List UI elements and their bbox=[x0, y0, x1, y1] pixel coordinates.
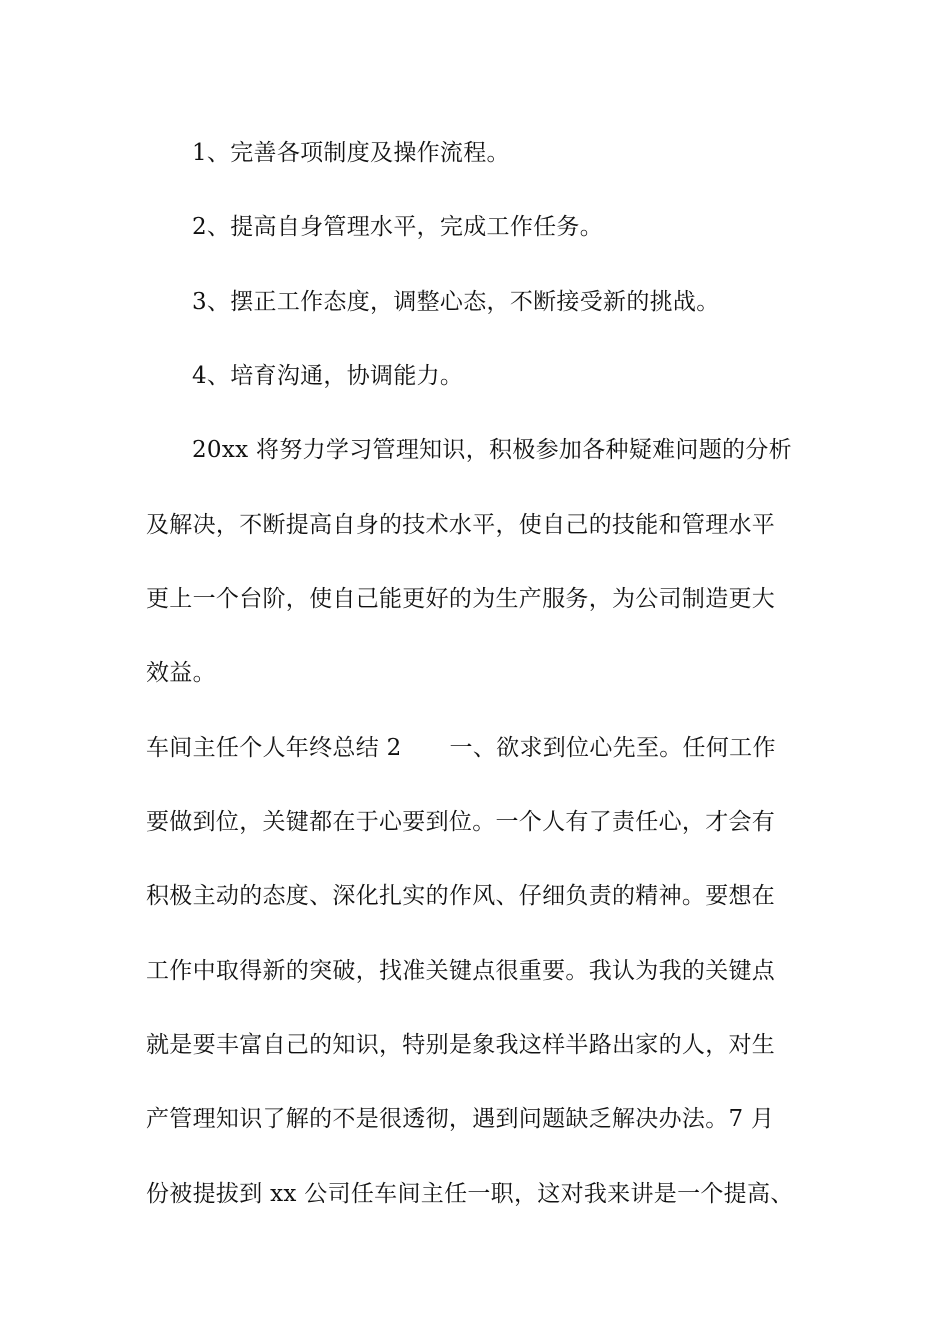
paragraph-line: 份被提拔到 xx 公司任车间主任一职，这对我来讲是一个提高、 bbox=[146, 1181, 794, 1207]
paragraph-line: 产管理知识了解的不是很透彻，遇到问题缺乏解决办法。7 月 bbox=[146, 1106, 775, 1132]
paragraph-line: 工作中取得新的突破，找准关键点很重要。我认为我的关键点 bbox=[146, 958, 776, 984]
list-item: 4、培育沟通，协调能力。 bbox=[192, 363, 464, 389]
section-title: 车间主任个人年终总结 2 bbox=[146, 735, 402, 761]
paragraph-line: 积极主动的态度、深化扎实的作风、仔细负责的精神。要想在 bbox=[146, 883, 776, 909]
list-item: 3、摆正工作态度，调整心态，不断接受新的挑战。 bbox=[192, 289, 720, 315]
paragraph-line: 效益。 bbox=[146, 660, 216, 686]
paragraph-line: 要做到位，关键都在于心要到位。一个人有了责任心，才会有 bbox=[146, 809, 776, 835]
section-heading-line bbox=[146, 732, 806, 764]
list-item: 1、完善各项制度及操作流程。 bbox=[192, 140, 510, 166]
paragraph-line: 20xx 将努力学习管理知识，积极参加各种疑难问题的分析 bbox=[192, 437, 792, 463]
paragraph-line: 及解决，不断提高自身的技术水平，使自己的技能和管理水平 bbox=[146, 512, 776, 538]
section-first-line-text: 一、欲求到位心先至。任何工作 bbox=[449, 735, 776, 761]
list-item: 2、提高自身管理水平，完成工作任务。 bbox=[192, 214, 604, 240]
paragraph-line: 更上一个台阶，使自己能更好的为生产服务，为公司制造更大 bbox=[146, 586, 776, 612]
paragraph-line: 就是要丰富自己的知识，特别是象我这样半路出家的人，对生 bbox=[146, 1032, 776, 1058]
